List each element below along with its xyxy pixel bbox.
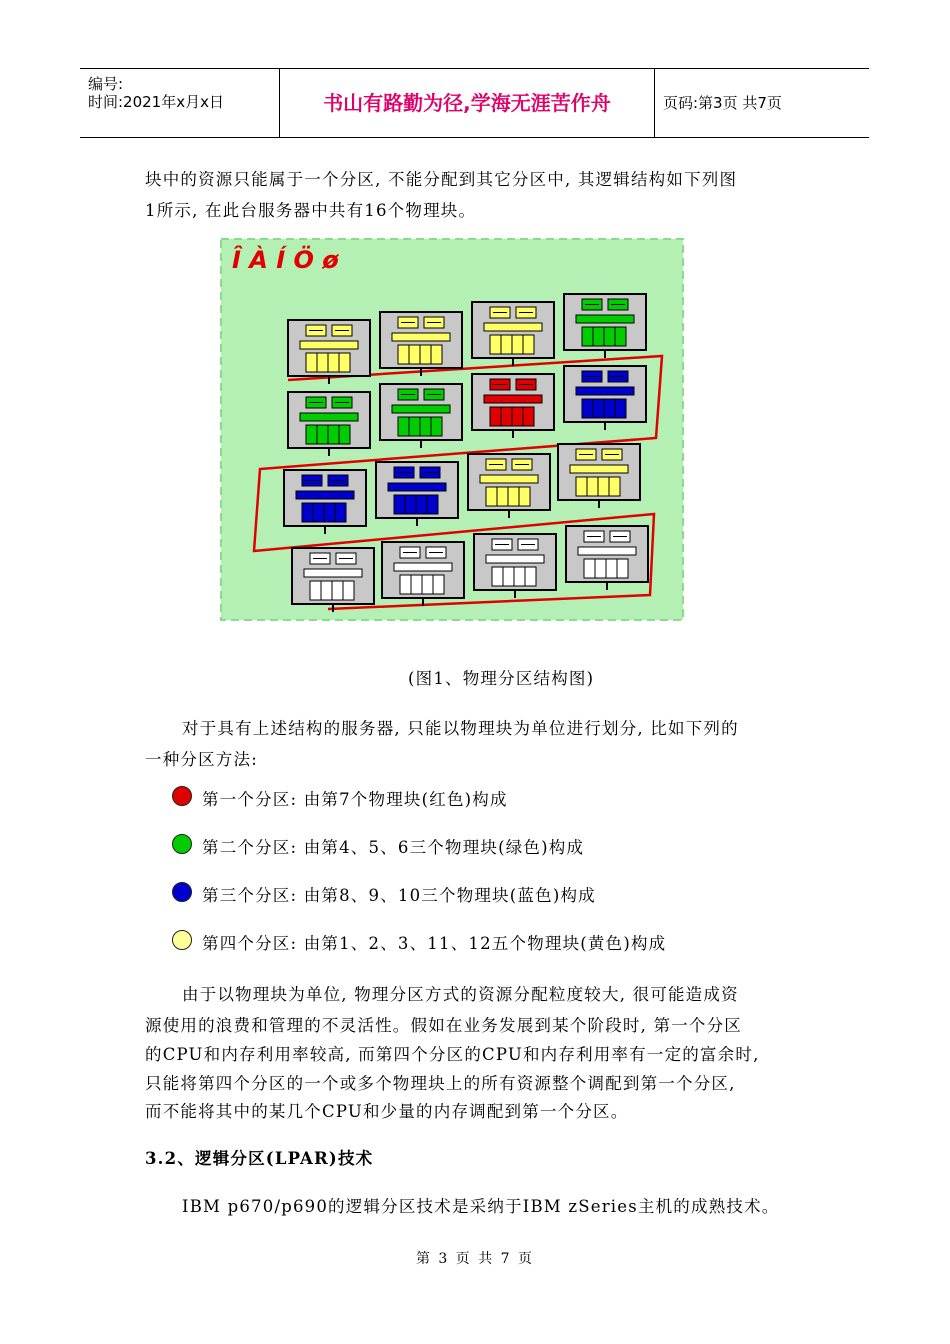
- io-slot: [490, 335, 501, 354]
- partition-4-color-dot: [172, 930, 192, 950]
- io-slot: [328, 425, 339, 444]
- physical-block: [284, 470, 366, 534]
- memory-bar: [304, 569, 362, 577]
- io-slot: [497, 487, 508, 506]
- memory-bar: [388, 483, 446, 491]
- memory-bar: [394, 563, 452, 571]
- memory-bar: [578, 547, 636, 555]
- memory-bar: [300, 413, 358, 421]
- io-slot: [519, 487, 530, 506]
- body-line: 源使用的浪费和管理的不灵活性。假如在业务发展到某个阶段时, 第一个分区: [145, 1016, 742, 1035]
- partition-1-color-dot: [172, 786, 192, 806]
- header-motto: 书山有路勤为径,学海无涯苦作舟: [280, 69, 655, 137]
- io-slot: [492, 567, 503, 586]
- partition-4-text: 第四个分区: 由第1、2、3、11、12五个物理块(黄色)构成: [202, 934, 667, 953]
- io-slot: [490, 407, 501, 426]
- io-slot: [409, 417, 420, 436]
- memory-bar: [570, 465, 628, 473]
- io-slot: [593, 399, 604, 418]
- io-slot: [328, 353, 339, 372]
- memory-bar: [576, 315, 634, 323]
- io-slot: [317, 425, 328, 444]
- physical-block: [292, 548, 374, 612]
- io-slot: [609, 477, 620, 496]
- io-slot: [422, 575, 433, 594]
- physical-block: [380, 384, 462, 448]
- memory-bar: [296, 491, 354, 499]
- physical-block: [288, 320, 370, 384]
- io-slot: [584, 559, 595, 578]
- physical-block: [472, 374, 554, 438]
- doc-number-label: 编号:: [88, 75, 124, 93]
- body-line: 而不能将其中的某几个CPU和少量的内存调配到第一个分区。: [145, 1102, 629, 1121]
- io-slot: [306, 353, 317, 372]
- io-slot: [302, 503, 313, 522]
- io-slot: [595, 559, 606, 578]
- physical-block: [474, 534, 556, 598]
- io-slot: [409, 345, 420, 364]
- memory-bar: [392, 333, 450, 341]
- body-line: 1所示, 在此台服务器中共有16个物理块。: [145, 201, 477, 220]
- io-slot: [420, 345, 431, 364]
- body-line: 只能将第四个分区的一个或多个物理块上的所有资源整个调配到第一个分区,: [145, 1074, 736, 1093]
- body-line: 块中的资源只能属于一个分区, 不能分配到其它分区中, 其逻辑结构如下列图: [145, 170, 738, 189]
- io-slot: [523, 407, 534, 426]
- io-slot: [523, 335, 534, 354]
- io-slot: [411, 575, 422, 594]
- io-slot: [398, 345, 409, 364]
- io-slot: [431, 345, 442, 364]
- partition-3-color-dot: [172, 882, 192, 902]
- io-slot: [508, 487, 519, 506]
- io-slot: [501, 335, 512, 354]
- physical-block: [288, 392, 370, 456]
- partition-3-text: 第三个分区: 由第8、9、10三个物理块(蓝色)构成: [202, 886, 596, 905]
- io-slot: [335, 503, 346, 522]
- io-slot: [416, 495, 427, 514]
- io-slot: [321, 581, 332, 600]
- memory-bar: [576, 387, 634, 395]
- io-slot: [420, 417, 431, 436]
- memory-bar: [484, 323, 542, 331]
- io-slot: [398, 417, 409, 436]
- io-slot: [617, 559, 628, 578]
- io-slot: [587, 477, 598, 496]
- io-slot: [615, 399, 626, 418]
- body-line: 一种分区方法:: [145, 750, 258, 769]
- section-heading: 3.2、逻辑分区(LPAR)技术: [145, 1149, 374, 1168]
- io-slot: [427, 495, 438, 514]
- io-slot: [310, 581, 321, 600]
- io-slot: [503, 567, 514, 586]
- figure-caption: (图1、物理分区结构图): [408, 669, 595, 688]
- physical-block: [468, 454, 550, 518]
- io-slot: [593, 327, 604, 346]
- io-slot: [343, 581, 354, 600]
- io-slot: [582, 327, 593, 346]
- io-slot: [501, 407, 512, 426]
- io-slot: [512, 335, 523, 354]
- physical-block: [564, 366, 646, 430]
- io-slot: [394, 495, 405, 514]
- body-line: IBM p670/p690的逻辑分区技术是采纳于IBM zSeries主机的成熟技术。: [182, 1197, 780, 1216]
- memory-bar: [392, 405, 450, 413]
- io-slot: [576, 477, 587, 496]
- io-slot: [306, 425, 317, 444]
- partition-2-color-dot: [172, 834, 192, 854]
- io-slot: [486, 487, 497, 506]
- body-line: 的CPU和内存利用率较高, 而第四个分区的CPU和内存利用率有一定的富余时,: [145, 1045, 760, 1064]
- memory-bar: [486, 555, 544, 563]
- io-slot: [604, 399, 615, 418]
- physical-block: [566, 526, 648, 590]
- io-slot: [606, 559, 617, 578]
- header-meta: [80, 69, 280, 137]
- physical-block: [380, 312, 462, 376]
- io-slot: [604, 327, 615, 346]
- io-slot: [405, 495, 416, 514]
- io-slot: [317, 353, 328, 372]
- physical-block: [558, 444, 640, 508]
- figure-title: Î À Í Ö ø: [232, 246, 339, 274]
- io-slot: [313, 503, 324, 522]
- io-slot: [332, 581, 343, 600]
- page-header: [80, 68, 869, 138]
- physical-block: [376, 462, 458, 526]
- memory-bar: [300, 341, 358, 349]
- memory-bar: [480, 475, 538, 483]
- body-line: 对于具有上述结构的服务器, 只能以物理块为单位进行划分, 比如下列的: [182, 719, 739, 738]
- partition-1-text: 第一个分区: 由第7个物理块(红色)构成: [202, 790, 508, 809]
- io-slot: [339, 425, 350, 444]
- io-slot: [324, 503, 335, 522]
- io-slot: [525, 567, 536, 586]
- io-slot: [512, 407, 523, 426]
- physical-block: [472, 302, 554, 366]
- io-slot: [339, 353, 350, 372]
- doc-time-label: 时间:2021年x月x日: [88, 93, 224, 111]
- io-slot: [431, 417, 442, 436]
- memory-bar: [484, 395, 542, 403]
- header-page-info: 页码:第3页 共7页: [663, 94, 782, 112]
- io-slot: [598, 477, 609, 496]
- page-footer: 第 3 页 共 7 页: [415, 1251, 535, 1267]
- physical-partition-figure: [220, 238, 684, 621]
- io-slot: [400, 575, 411, 594]
- partition-2-text: 第二个分区: 由第4、5、6三个物理块(绿色)构成: [202, 838, 585, 857]
- io-slot: [433, 575, 444, 594]
- physical-block: [564, 294, 646, 358]
- physical-block: [382, 542, 464, 606]
- body-line: 由于以物理块为单位, 物理分区方式的资源分配粒度较大, 很可能造成资: [182, 985, 739, 1004]
- io-slot: [514, 567, 525, 586]
- io-slot: [615, 327, 626, 346]
- io-slot: [582, 399, 593, 418]
